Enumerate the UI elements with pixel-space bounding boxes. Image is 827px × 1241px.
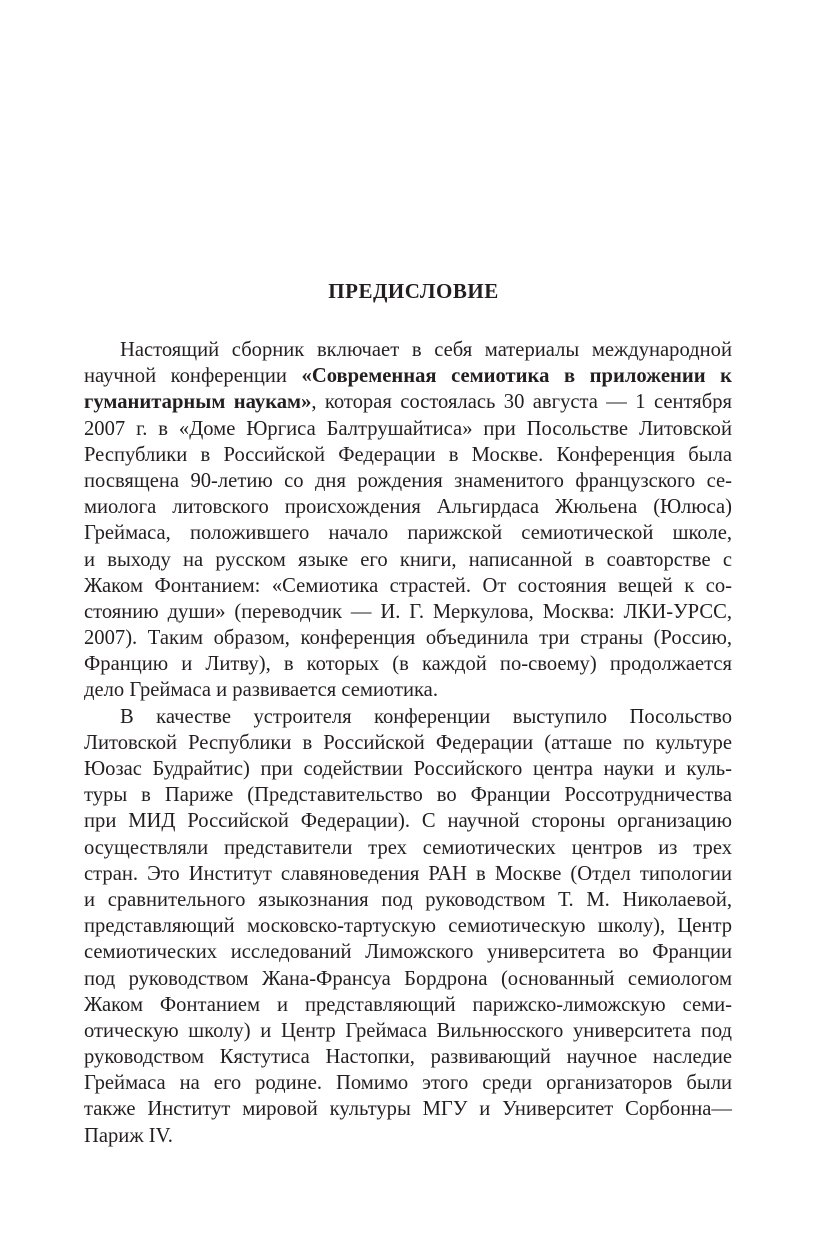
bold-text-segment: гуманитарным наукам» bbox=[84, 391, 312, 414]
text-line bbox=[84, 1018, 732, 1044]
text-segment: 2007). Таким образом, конференция объединила три страны (Россию, bbox=[84, 627, 732, 650]
text-line bbox=[84, 1096, 732, 1122]
text-segment: Жаком Фонтанием: «Семиотика страстей. От состояния вещей к со- bbox=[84, 574, 732, 597]
text-line bbox=[84, 442, 732, 468]
text-segment: стоянию души» (переводчик — И. Г. Меркулова, Москва: ЛКИ-УРСС, bbox=[84, 600, 732, 623]
text-segment: научной конференции bbox=[84, 365, 302, 388]
text-segment: и сравнительного языкознания под руководством Т. М. Николаевой, bbox=[84, 888, 732, 911]
text-segment: Греймаса на его родине. Помимо этого среди организаторов были bbox=[84, 1072, 732, 1095]
text-segment: Францию и Литву), в которых (в каждой по-своему) продолжается bbox=[84, 653, 732, 676]
text-segment: Греймаса, положившего начало парижской семиотической школе, bbox=[84, 522, 732, 545]
text-line bbox=[84, 835, 732, 861]
text-segment: туры в Париже (Представительство во Франции Россотрудничества bbox=[84, 784, 732, 807]
text-line bbox=[84, 704, 732, 730]
text-segment: отическую школу) и Центр Греймаса Вильнюсского университета под bbox=[84, 1019, 732, 1042]
text-line bbox=[84, 494, 732, 520]
text-line bbox=[84, 1070, 732, 1096]
text-segment: Жаком Фонтанием и представляющий парижско-лиможскую семи- bbox=[84, 993, 732, 1016]
text-segment: , которая состоялась 30 августа — 1 сентября bbox=[311, 391, 732, 414]
text-segment: дело Греймаса и развивается семиотика. bbox=[84, 679, 438, 702]
text-line bbox=[84, 756, 732, 782]
text-line bbox=[84, 337, 732, 363]
text-segment: Республики в Российской Федерации в Москве. Конференция была bbox=[84, 443, 732, 466]
text-line bbox=[84, 966, 732, 992]
text-line bbox=[84, 573, 732, 599]
text-line bbox=[84, 808, 732, 834]
text-line bbox=[84, 1123, 732, 1149]
text-segment: миолога литовского происхождения Альгирдаса Жюльена (Юлюса) bbox=[84, 496, 732, 519]
text-segment: также Институт мировой культуры МГУ и Университет Сорбонна— bbox=[84, 1098, 732, 1121]
text-segment: посвящена 90-летию со дня рождения знаменитого французского се- bbox=[84, 469, 732, 492]
bold-text-segment: «Современная семиотика в приложении к bbox=[301, 365, 732, 388]
text-line bbox=[84, 389, 732, 415]
text-segment: при МИД Российской Федерации). С научной стороны организацию bbox=[84, 810, 732, 833]
text-segment: В качестве устроителя конференции выступило Посольство bbox=[120, 705, 732, 728]
text-segment: под руководством Жана-Франсуа Бордрона (основанный семиологом bbox=[84, 967, 732, 990]
text-segment: Литовской Республики в Российской Федерации (атташе по культуре bbox=[84, 731, 732, 754]
page-title: ПРЕДИСЛОВИЕ bbox=[328, 279, 499, 303]
text-line bbox=[84, 939, 732, 965]
text-line bbox=[84, 730, 732, 756]
text-segment: руководством Кястутиса Настопки, развивающий научное наследие bbox=[84, 1046, 732, 1069]
text-line bbox=[84, 468, 732, 494]
text-line bbox=[84, 861, 732, 887]
text-line bbox=[84, 416, 732, 442]
text-segment: Париж IV. bbox=[84, 1124, 173, 1147]
text-segment: представляющий московско-тартускую семиотическую школу), Центр bbox=[84, 915, 732, 938]
text-segment: семиотических исследований Лиможского университета во Франции bbox=[84, 941, 732, 964]
text-segment: стран. Это Институт славяноведения РАН в Москве (Отдел типологии bbox=[84, 862, 732, 885]
text-line bbox=[84, 677, 732, 703]
text-line bbox=[84, 520, 732, 546]
text-line bbox=[84, 651, 732, 677]
text-segment: осуществляли представители трех семиотических центров из трех bbox=[84, 836, 732, 859]
text-line bbox=[84, 782, 732, 808]
text-segment: 2007 г. в «Доме Юргиса Балтрушайтиса» при Посольстве Литовской bbox=[84, 417, 732, 440]
text-line bbox=[84, 599, 732, 625]
paragraph bbox=[84, 337, 732, 704]
text-line bbox=[84, 887, 732, 913]
text-segment: Настоящий сборник включает в себя материалы международной bbox=[120, 339, 732, 361]
text-line bbox=[84, 363, 732, 389]
text-line bbox=[84, 992, 732, 1018]
text-segment: Юозас Будрайтис) при содействии Российского центра науки и куль- bbox=[84, 758, 732, 780]
text-line bbox=[84, 913, 732, 939]
body-text bbox=[84, 337, 732, 1149]
paragraph bbox=[84, 704, 732, 1149]
text-line bbox=[84, 625, 732, 651]
text-line bbox=[84, 547, 732, 573]
text-line bbox=[84, 1044, 732, 1070]
text-segment: и выходу на русском языке его книги, написанной в соавторстве с bbox=[84, 548, 732, 571]
